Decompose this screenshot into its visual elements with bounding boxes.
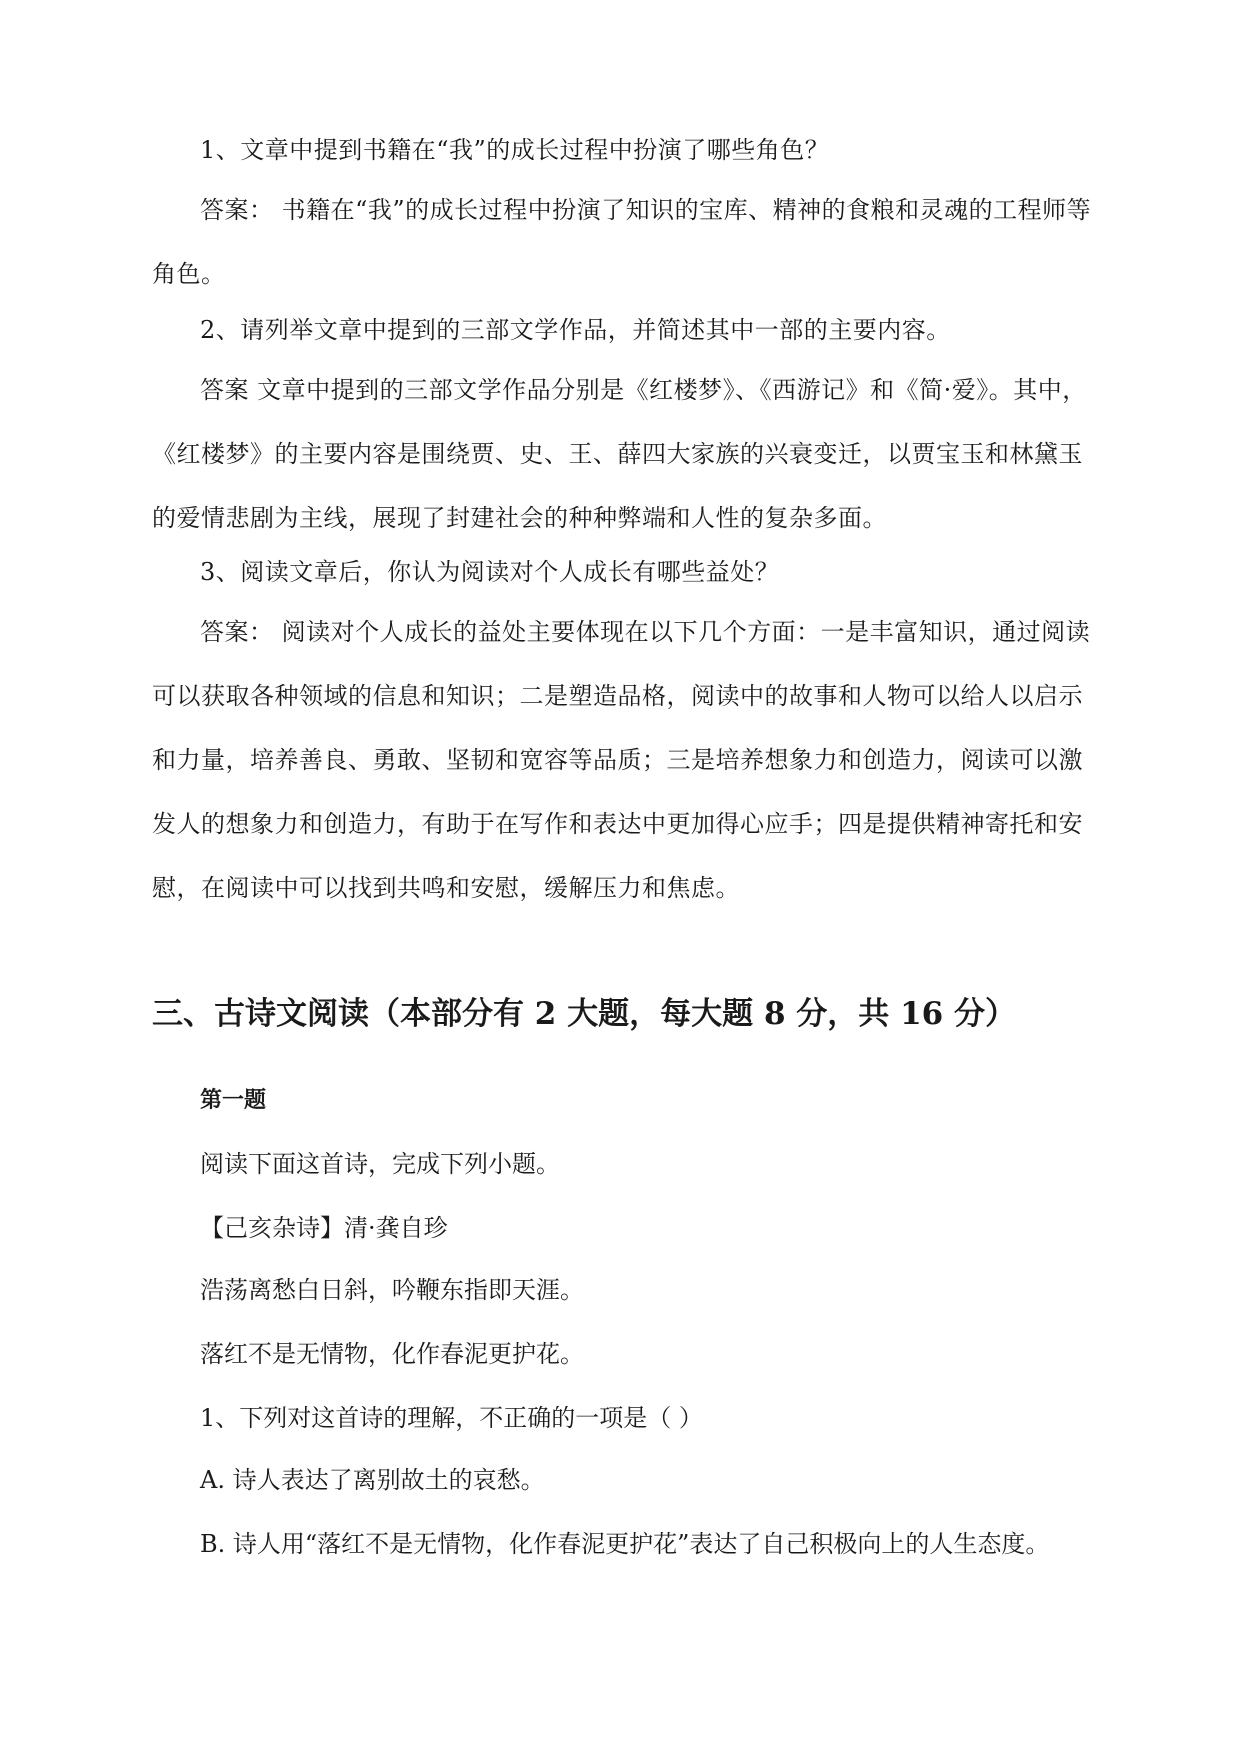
poem-line-2: 落红不是无情物，化作春泥更护花。 xyxy=(200,1340,584,1368)
poem-title: 【己亥杂诗】清·龚自珍 xyxy=(200,1214,448,1242)
section-heading: 三、古诗文阅读（本部分有 2 大题，每大题 8 分，共 16 分） xyxy=(152,996,1017,1032)
answer-2: 答案 文章中提到的三部文学作品分别是《红楼梦》、《西游记》和《简·爱》。其中，《红楼梦》的主要内容是围绕贾、史、王、薛四大家族的兴衰变迁，以贾宝玉和林黛玉的爱情悲剧为主线，展现了封建社会的种种弊端和人性的复杂多面。 xyxy=(152,376,1087,532)
question-3: 3、阅读文章后，你认为阅读对个人成长有哪些益处？ xyxy=(200,558,780,586)
answer-3: 答案： 阅读对个人成长的益处主要体现在以下几个方面：一是丰富知识，通过阅读可以获取各种领域的信息和知识；二是塑造品格，阅读中的故事和人物可以给人以启示和力量，培养善良、勇敢、坚韧和宽容等品质；三是培养想象力和创造力，阅读可以激发人的想象力和创造力，有助于在写作和表达中更加得心应手；四是提供精神寄托和安慰，在阅读中可以找到共鸣和安慰，缓解压力和焦虑。 xyxy=(152,618,1091,902)
question-1: 1、文章中提到书籍在“我”的成长过程中扮演了哪些角色？ xyxy=(200,136,830,164)
question-2: 2、请列举文章中提到的三部文学作品，并简述其中一部的主要内容。 xyxy=(200,316,951,344)
option-b: B. 诗人用“落红不是无情物，化作春泥更护花”表达了自己积极向上的人生态度。 xyxy=(200,1530,1050,1558)
answer-1: 答案： 书籍在“我”的成长过程中扮演了知识的宝库、精神的食粮和灵魂的工程师等角色。 xyxy=(152,196,1092,288)
subsection-heading: 第一题 xyxy=(200,1087,267,1113)
instruction-text: 阅读下面这首诗，完成下列小题。 xyxy=(200,1150,560,1178)
option-a: A. 诗人表达了离别故土的哀愁。 xyxy=(200,1466,545,1494)
poem-question-1: 1、下列对这首诗的理解，不正确的一项是（ ） xyxy=(200,1404,703,1432)
poem-line-1: 浩荡离愁白日斜，吟鞭东指即天涯。 xyxy=(200,1276,584,1304)
